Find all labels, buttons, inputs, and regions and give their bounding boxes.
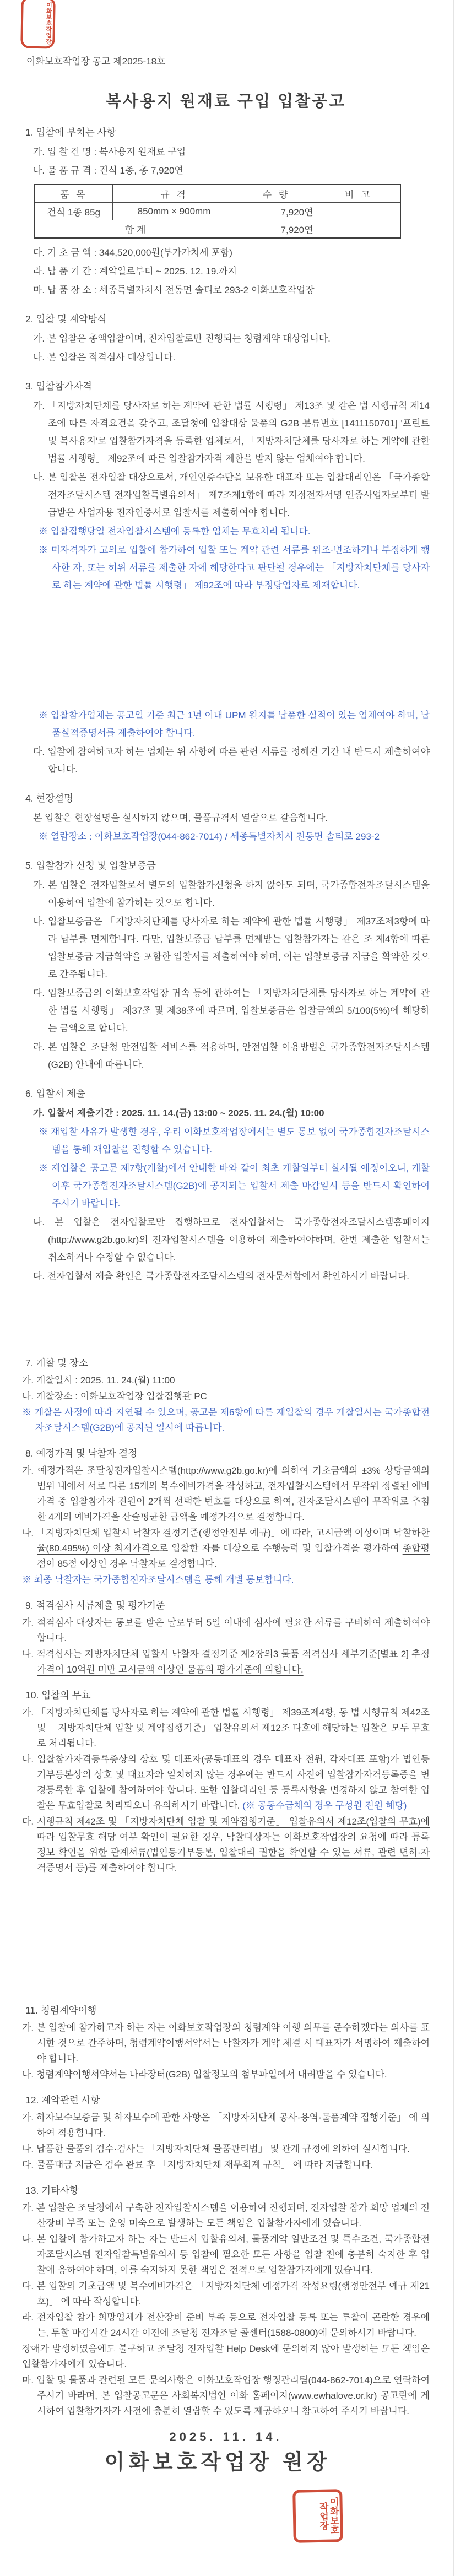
s6-item-da: 다. 전자입찰서 제출 확인은 국가종합전자조달시스템의 전자문서함에서 확인하시기 바랍니다.: [33, 1271, 409, 1281]
section-1-heading: 1. 입찰에 부치는 사항: [25, 127, 116, 138]
cell-item: 건식 1종 85g: [35, 203, 112, 220]
section-13-heading: 13. 기타사항: [25, 2185, 79, 2196]
s6-item-na: 나. 본 입찰은 전자입찰로만 집행하므로 전자입찰서는 국가종합전자조달시스템홈페이지(http://www.g2b.go.kr)의 전자입찰시스템을 이용하여 제출하여야하며, 한번 제출한 입찰서는 취소하거나 수정할 수 없습니다.: [33, 1217, 430, 1263]
s6-item-submission-period: 가. 입찰서 제출기간 : 2025. 11. 14.(금) 13:00 ~ 2025. 11. 24.(월) 10:00: [33, 1108, 324, 1118]
page-1: [0, 0, 455, 644]
spec-table-row: [35, 203, 400, 220]
s6-note-1: ※ 재입찰 사유가 발생할 경우, 우리 이화보호작업장에서는 별도 통보 없이 국가종합전자조달시스템을 통해 재입찰을 진행할 수 있습니다.: [39, 1127, 430, 1155]
s5-item-ra: 라. 본 입찰은 조달청 안전입찰 서비스를 적용하며, 안전입찰 이용방법은 국가종합전자조달시스템(G2B) 안내에 따릅니다.: [33, 1042, 430, 1070]
s7-item-opening-datetime: 가. 개찰일시 : 2025. 11. 24.(월) 11:00: [22, 1375, 175, 1386]
s13-item-ra: 라. 전자입찰 참가 희망업체가 전산장비 준비 부족 등으로 전자입찰 등록 또는 투찰이 곤란한 경우에는, 투찰 마감시간 24시간 이전에 조달청 전자조달 콜센터(1588-0800)에 문의하시기 바랍니다.: [22, 2312, 430, 2338]
page-3: [0, 1288, 455, 1932]
s7-item-opening-place: 나. 개찰장소 : 이화보호작업장 입찰집행관 PC: [22, 1391, 207, 1401]
s5-item-da: 다. 입찰보증금의 이화보호작업장 귀속 등에 관하여는 「지방자치단체를 당사자로 하는 계약에 관한 법률 시행령」 제37조 및 제38조에 따르며, 입찰보증금은 입찰금액의 5/100(5%)에 해당하는 금액으로 합니다.: [33, 988, 430, 1033]
s11-item-ga: 가. 본 입찰에 참가하고자 하는 자는 이화보호작업장의 청렴계약 이행 의무를 준수하겠다는 의사를 표시한 것으로 간주하며, 청렴계약이행서약서는 낙찰자가 계약 체결 시 대표자가 서명하여 제출하여야 합니다.: [22, 2022, 430, 2064]
s10-da-underline: 시행규칙 제42조 및 「지방자치단체 입찰 및 계약집행기준」 입찰유의서 제12조(입찰의 무효)에 따라 입찰무효 해당 여부 확인이 필요한 경우, 낙찰대상자는 이화보호작업장의 요청에 따라 등록정보 확인을 위한 관계서류(법인등기부등본, 입찰대리 권한을 확인할 수 있는 서류, 관련 면허·자격증명서 등)를 제출하여야 합니다.: [36, 1816, 430, 1873]
s5-item-na: 나. 입찰보증금은 「지방자치단체를 당사자로 하는 계약에 관한 법률 시행령」 제37조제3항에 따라 납부를 면제합니다. 다만, 입찰보증금 납부를 면제받는 입찰참가자는 같은 조 제4항에 따른 입찰보증금 지급확약을 포함한 입찰서를 제출하여야 하며, 이는 입찰보증금 지급을 확약한 것으로 간주됩니다.: [33, 916, 430, 979]
s12-item-na: 나. 납품한 물품의 검수·검사는 「지방자치단체 물품관리법」 및 관계 규정에 의하여 실시합니다.: [22, 2144, 410, 2154]
spec-table: [34, 184, 401, 239]
s9-item-na: [22, 1647, 430, 1677]
col-header-spec: 규 격: [112, 185, 236, 203]
s3-note-3: ※ 입찰참가업체는 공고일 기준 최근 1년 이내 UPM 원지를 납품한 실적이 있는 업체여야 하며, 납품실적증명서를 제출하여야 합니다.: [39, 710, 430, 738]
s3-item-da: 다. 입찰에 참여하고자 하는 업체는 위 사항에 따른 관련 서류를 정해진 기간 내 반드시 제출하여야 합니다.: [33, 746, 430, 775]
s8-na-pre: 나. 「지방자치단체 입찰시 낙찰자 결정기준(행정안전부 예규)」에 따라, 고시금액 이상이며: [22, 1528, 394, 1538]
s1-item-delivery-period: 라. 납 품 기 간 : 계약일로부터 ~ 2025. 12. 19.까지: [33, 266, 237, 277]
cell-total-label: 합 계: [35, 220, 236, 239]
page-4: [0, 1932, 455, 2576]
section-7-heading: 7. 개찰 및 장소: [25, 1357, 88, 1368]
s13-item-na: 나. 본 입찰에 참가하고자 하는 자는 반드시 입찰유의서, 물품계약 일반조건 및 특수조건, 국가종합전자조달시스템 전자입찰특별유의서 등 입찰에 필요한 모든 사항을 입찰 전에 충분히 숙지한 후 입찰에 응하여야 하며, 이를 숙지하지 못한 책임은 전적으로 입찰참가자에게 있습니다.: [22, 2234, 430, 2275]
s13-item-ra-continuation: 장애가 발생하였음에도 불구하고 조달청 전자입찰 Help Desk에 문의하지 않아 발생하는 모든 책임은 입찰참가자에게 있습니다.: [22, 2344, 430, 2369]
s2-item-na: 나. 본 입찰은 적격심사 대상입니다.: [33, 352, 176, 362]
section-4-heading: 4. 현장설명: [25, 793, 74, 804]
col-header-item: 품 목: [35, 185, 112, 203]
s3-note-1: ※ 입찰집행당일 전자입찰시스템에 등록한 업체는 무효처리 됩니다.: [39, 526, 311, 537]
s9-item-ga: 가. 적격심사 대상자는 통보를 받은 날로부터 5일 이내에 심사에 필요한 서류를 구비하여 제출하여야 합니다.: [22, 1617, 430, 1643]
notice-number: 이화보호작업장 공고 제2025-18호: [26, 56, 166, 67]
s10-na-main: 나. 입찰참가자격등록증상의 상호 및 대표자(공동대표의 경우 대표자 전원, 각자대표 포함)가 법인등기부등본상의 상호 및 대표자와 일치하지 않는 경우에는 반드시 사전에 입찰참가자격등록증을 변경등록한 후 입찰에 참여하여야 합니다. 또한 입찰대리인 등 등록사항을 변경하지 않고 참여한 입찰은 무효입찰로 처리되오니 유의하시기 바랍니다.: [22, 1754, 430, 1811]
s9-na-underline: 적격심사는 지방자치단체 입찰시 낙찰자 결정기준 제2장의3 물품 적격심사 세부기준[별표 2] 추정가격이 10억원 미만 고시금액 이상인 물품의 평가기준에 의합니다.: [36, 1649, 430, 1675]
s10-item-ga: 가. 「지방자치단체를 당사자로 하는 계약에 관한 법률 시행령」 제39조제4항, 동 법 시행규칙 제42조 및 「지방자치단체 입찰 및 계약집행기준」 입찰유의서 제12조 다호에 해당하는 입찰은 모두 무효로 처리됩니다.: [22, 1707, 430, 1749]
section-2-heading: 2. 입찰 및 계약방식: [25, 313, 107, 324]
s4-body: 본 입찰은 현장설명을 실시하지 않으며, 물품규격서 열람으로 갈음합니다.: [33, 813, 328, 823]
s12-item-ga: 가. 하자보수보증금 및 하자보수에 관한 사항은 「지방자치단체 공사·용역·물품계약 집행기준」 에 의하여 적용합니다.: [22, 2112, 430, 2138]
s1-item-bid-name: 가. 입 찰 건 명 : 복사용지 원재료 구입: [33, 147, 186, 157]
s8-item-ga: 가. 예정가격은 조달청전자입찰시스템(http://www.g2b.go.kr)에 의하여 기초금액의 ±3% 상당금액의 범위 내에서 서로 다른 15개의 복수예비가격을 작성하고, 전자입찰시스템에서 무작위 정렬된 예비가격 중 입찰참가자 전원이 2개씩 선택한 번호를 대상으로 하여, 전자조달시스템이 무작위로 추첨한 4개의 예비가격을 산술평균한 금액을 예정가격으로 결정합니다.: [22, 1465, 430, 1522]
s12-item-da: 다. 물품대금 지급은 검수 완료 후 「지방자치단체 재무회계 규칙」 에 따라 지급합니다.: [22, 2160, 373, 2170]
section-8-heading: 8. 예정가격 및 낙찰자 결정: [25, 1448, 138, 1459]
s8-na-mid: 으로 입찰한 자를 대상으로 수행능력 및 입찰가격을 평가하여: [150, 1543, 403, 1554]
s8-na-underline-lower-limit: 낙찰하한율(80.495%) 이상 최저가격: [37, 1528, 430, 1554]
s3-item-na: 나. 본 입찰은 전자입찰 대상으로서, 개인인증수단을 보유한 대표자 또는 입찰대리인은 「국가종합전자조달시스템 전자입찰특별유의서」 제7조제1항에 따라 지정전자서명 인증사업자로부터 발급받은 사업자용 전자인증서로 입찰서를 제출하여야 합니다.: [33, 472, 430, 518]
s6-note-2: ※ 재입찰은 공고문 제7항(개찰)에서 안내한 바와 같이 최초 개찰일부터 실시될 예정이오니, 개찰 이후 국가종합전자조달시스템(G2B)에 공지되는 입찰서 제출 마감일시 등을 반드시 확인하여 주시기 바랍니다.: [39, 1163, 430, 1209]
document-title: 복사용지 원재료 구입 입찰공고: [105, 93, 346, 110]
org-seal-top: 이화보호작업장: [20, 0, 56, 49]
director-seal: 이화보호작업장: [292, 2489, 343, 2543]
s1-item-base-amount: 다. 기 초 금 액 : 344,520,000원(부가가치세 포함): [33, 247, 232, 258]
s13-item-ga: 가. 본 입찰은 조달청에서 구축한 전자입찰시스템을 이용하여 진행되며, 전자입찰 참가 희망 업체의 전산장비 부족 또는 운영 미숙으로 발생하는 모든 책임은 입찰참가자에게 있습니다.: [22, 2202, 430, 2228]
s11-item-na: 나. 청렴계약이행서약서는 나라장터(G2B) 입찰정보의 첨부파일에서 내려받을 수 있습니다.: [22, 2069, 387, 2080]
s10-da-pre: 다.: [22, 1816, 37, 1827]
col-header-remark: 비 고: [317, 185, 400, 203]
section-10-heading: 10. 입찰의 무효: [25, 1690, 91, 1701]
s1-item-delivery-place: 마. 납 품 장 소 : 세종특별자치시 전동면 솔티로 293-2 이화보호작업장: [33, 285, 315, 295]
s3-item-ga: 가. 「지방자치단체를 당사자로 하는 계약에 관한 법률 시행령」 제13조 및 같은 법 시행규칙 제14조에 따른 자격요건을 갖추고, 조달청에 입찰대상 물품의 G2B 분류번호 [1411150701] '프린트 및 복사용지'로 입찰참가자격을 등록한 업체로서, 「지방자치단체를 당사자로 하는 계약에 관한 법률 시행령」 제92조에 따른 입찰참가자격 제한을 받지 않는 업체여야 합니다.: [33, 401, 430, 464]
issue-date: 2025. 11. 14.: [169, 2430, 283, 2444]
s9-na-pre: 나.: [22, 1649, 37, 1659]
section-11-heading: 11. 청렴계약이행: [25, 2005, 97, 2016]
section-5-heading: 5. 입찰참가 신청 및 입찰보증금: [25, 860, 156, 871]
s8-item-na: [22, 1525, 430, 1572]
cell-remark: [317, 203, 400, 220]
s8-na-underline-score: 종합평점이 85점 이상: [37, 1543, 430, 1569]
spec-table-total-row: [35, 220, 400, 239]
s3-note-2: ※ 미자격자가 고의로 입찰에 참가하여 입찰 또는 계약 관련 서류를 위조·변조하거나 부정하게 행사한 자, 또는 허위 서류를 제출한 자에 해당한다고 판단될 경우에는 「지방자치단체를 당사자로 하는 계약에 관한 법률 시행령」 제92조에 따라 부정당업자로 제재합니다.: [39, 545, 430, 591]
cell-total-remark: [317, 220, 400, 239]
s2-item-ga: 가. 본 입찰은 총액입찰이며, 전자입찰로만 진행되는 청렴계약 대상입니다.: [33, 333, 331, 344]
cell-qty: 7,920연: [236, 203, 317, 220]
s13-item-da: 다. 본 입찰의 기초금액 및 복수예비가격은 「지방자치단체 예정가격 작성요령(행정안전부 예규 제21호)」 에 따라 작성합니다.: [22, 2281, 430, 2307]
col-header-qty: 수 량: [236, 185, 317, 203]
s8-note: ※ 최종 낙찰자는 국가종합전자조달시스템을 통해 개별 통보합니다.: [22, 1574, 294, 1585]
s1-item-goods-spec: 나. 물 품 규 격 : 건식 1종, 총 7,920연: [33, 165, 183, 176]
s13-item-ma: 마. 입찰 및 물품과 관련된 모든 문의사항은 이화보호작업장 행정관리팀(044-862-7014)으로 연락하여 주시기 바라며, 본 입찰공고문은 사회복지법인 이화 홈페이지(www.ewhalove.or.kr) 공고란에 게시하여 입찰참가자가 사전에 충분히 열람할 수 있도록 제공하오니 참고하여 주시기 바랍니다.: [22, 2375, 430, 2416]
section-9-heading: 9. 적격심사 서류제출 및 평가기준: [25, 1600, 165, 1611]
cell-spec: 850mm × 900mm: [112, 203, 236, 220]
s4-note-viewing-place: ※ 열람장소 : 이화보호작업장(044-862-7014) / 세종특별자치시 전동면 솔티로 293-2: [39, 831, 380, 842]
s8-na-post: 인 경우 낙찰자로 결정합니다.: [98, 1558, 217, 1569]
section-12-heading: 12. 계약관련 사항: [25, 2095, 100, 2106]
s10-na-joint-note: (※ 공동수급체의 경우 구성원 전원 해당): [242, 1800, 407, 1811]
section-3-heading: 3. 입찰참가자격: [25, 381, 92, 392]
s10-item-na: [22, 1752, 430, 1814]
section-6-heading: 6. 입찰서 제출: [25, 1088, 85, 1099]
page-2: [0, 644, 455, 1288]
cell-total-qty: 7,920연: [236, 220, 317, 239]
signer-title: 이화보호작업장 원장: [104, 2451, 331, 2474]
spec-table-header-row: [35, 185, 400, 203]
s7-note: ※ 개찰은 사정에 따라 지연될 수 있으며, 공고문 제6항에 따른 재입찰의 경우 개찰일시는 국가종합전자조달시스템(G2B)에 공지된 일시에 따릅니다.: [22, 1407, 430, 1433]
s10-item-da: [22, 1814, 430, 1876]
s5-item-ga: 가. 본 입찰은 전자입찰로서 별도의 입찰참가신청을 하지 않아도 되며, 국가종합전자조달시스템을 이용하여 입찰에 참가하는 것으로 합니다.: [33, 880, 430, 908]
